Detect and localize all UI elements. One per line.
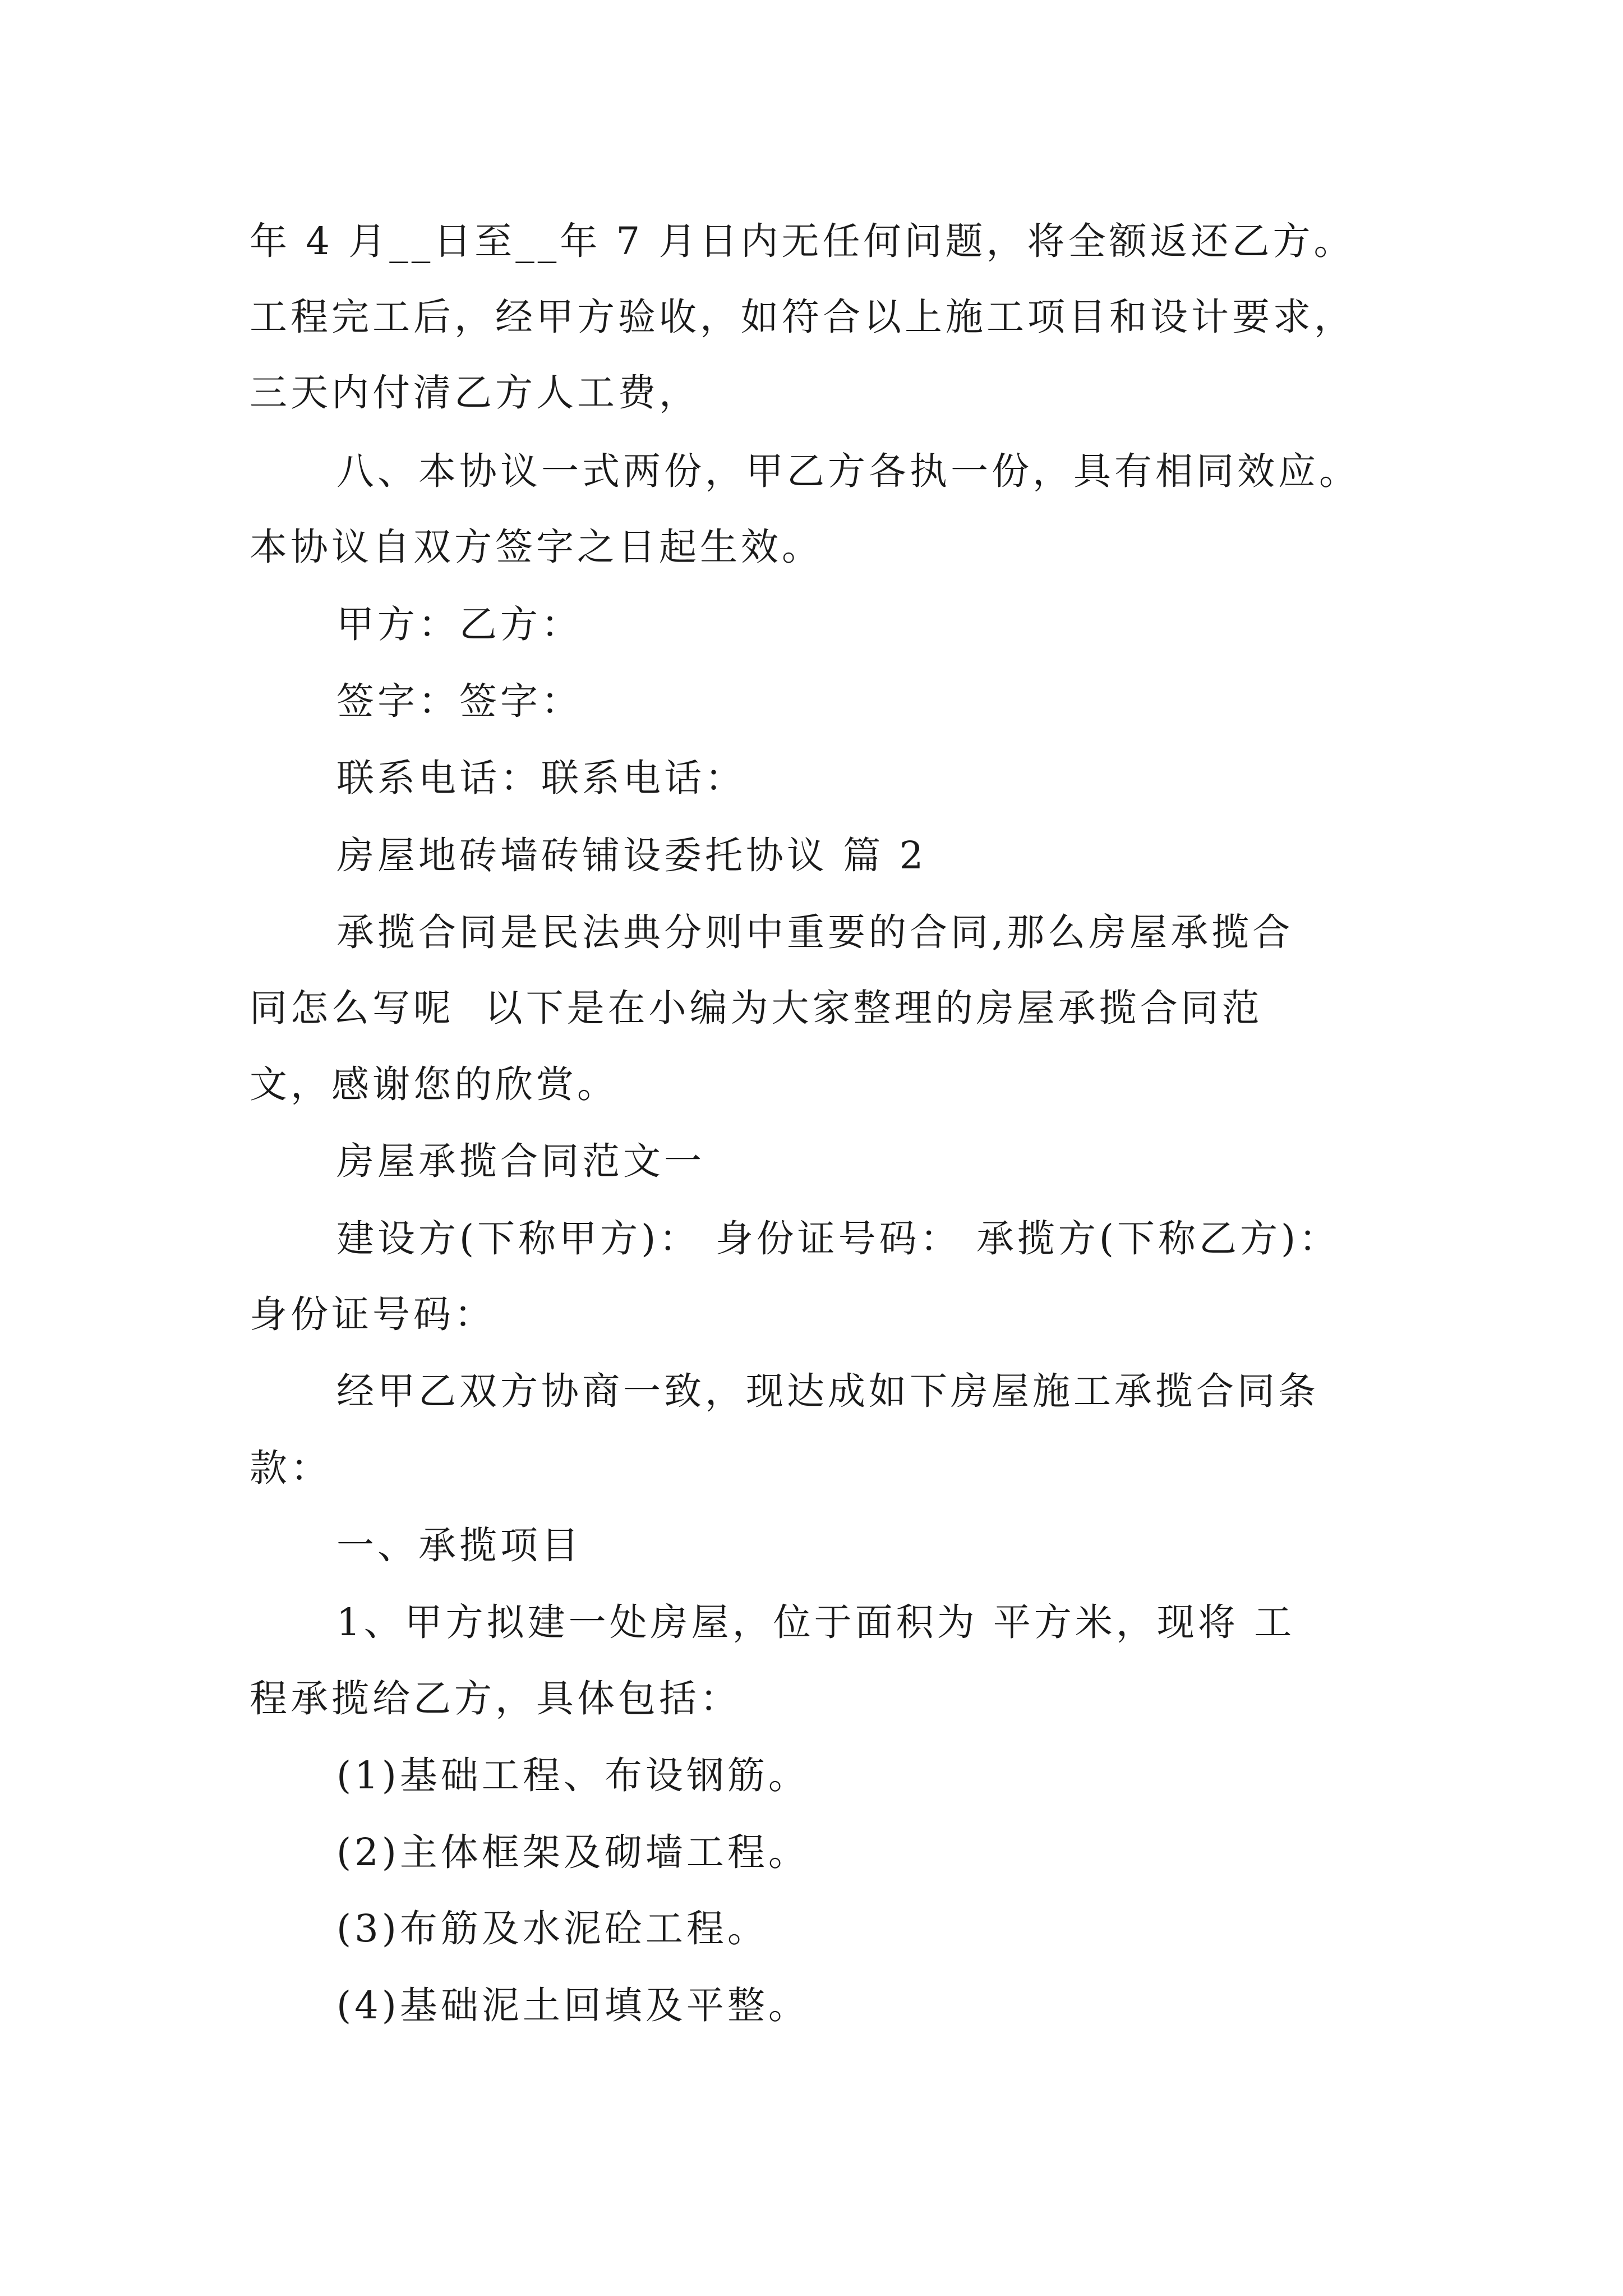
text-line: 文，感谢您的欣赏。: [250, 1062, 618, 1106]
text-line: 同怎么写呢 以下是在小编为大家整理的房屋承揽合同范: [250, 986, 1263, 1030]
text-line: 工程完工后，经甲方验收，如符合以上施工项目和设计要求，: [250, 295, 1355, 339]
list-item: (1)基础工程、布设钢筋。: [336, 1754, 809, 1797]
text-line: 甲方：乙方：: [336, 602, 582, 646]
text-line: 三天内付清乙方人工费，: [250, 371, 700, 415]
text-line: 签字：签字：: [336, 679, 582, 723]
subsection-heading: 房屋承揽合同范文一: [336, 1139, 705, 1183]
text-line: 身份证号码：: [250, 1292, 495, 1336]
text-line: 经甲乙双方协商一致，现达成如下房屋施工承揽合同条: [336, 1369, 1319, 1413]
text-line: 八、本协议一式两份，甲乙方各执一份，具有相同效应。: [336, 449, 1360, 493]
text-line: 一、承揽项目: [336, 1524, 582, 1567]
text-line: 建设方(下称甲方)： 身份证号码： 承揽方(下称乙方)：: [336, 1217, 1340, 1260]
list-item: (3)布筋及水泥砼工程。: [336, 1907, 768, 1950]
text-line: 程承揽给乙方，具体包括：: [250, 1677, 741, 1720]
section-heading: 房屋地砖墙砖铺设委托协议 篇 2: [336, 834, 927, 877]
text-line: 1、甲方拟建一处房屋，位于面积为 平方米，现将 工: [336, 1600, 1295, 1644]
list-item: (4)基础泥土回填及平整。: [336, 1984, 809, 2027]
text-line: 款：: [250, 1446, 331, 1490]
text-line: 承揽合同是民法典分则中重要的合同,那么房屋承揽合: [336, 910, 1294, 954]
text-line: 本协议自双方签字之日起生效。: [250, 525, 823, 569]
text-line: 年 4 月__日至__年 7 月日内无任何问题，将全额返还乙方。: [250, 219, 1355, 263]
list-item: (2)主体框架及砌墙工程。: [336, 1830, 809, 1874]
text-line: 联系电话：联系电话：: [336, 756, 746, 800]
